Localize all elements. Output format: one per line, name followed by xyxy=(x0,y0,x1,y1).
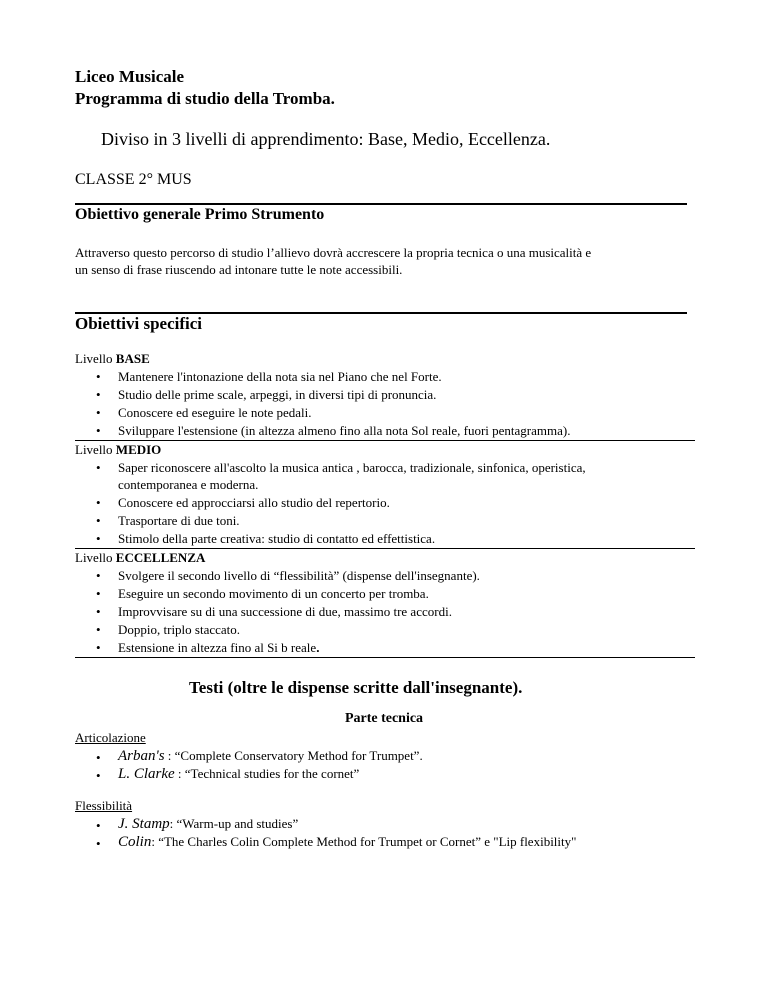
list-item-text: Estensione in altezza fino al Si b reale xyxy=(118,640,317,655)
list-item: Improvvisare su di una successione di due, massimo tre accordi. xyxy=(118,604,452,619)
bullet: • xyxy=(96,568,101,583)
list-item xyxy=(118,640,319,656)
bullet: • xyxy=(96,495,101,510)
book-title: : “Complete Conservatory Method for Trumpet”. xyxy=(164,748,423,763)
level-name: BASE xyxy=(115,351,150,366)
bullet: • xyxy=(96,513,101,528)
book-item xyxy=(118,766,359,783)
bullet: • xyxy=(96,460,101,475)
list-item-period: . xyxy=(316,640,320,655)
divider xyxy=(75,203,687,205)
bullet: • xyxy=(96,818,101,833)
list-item: Stimolo della parte creativa: studio di contatto ed effettistica. xyxy=(118,531,436,546)
list-item: Mantenere l'intonazione della nota sia nel Piano che nel Forte. xyxy=(118,369,442,384)
book-title: : “The Charles Colin Complete Method for Trumpet or Cornet” e "Lip flexibility" xyxy=(151,834,577,849)
bullet: • xyxy=(96,531,101,546)
bullet: • xyxy=(96,750,101,765)
list-item: Eseguire un secondo movimento di un concerto per tromba. xyxy=(118,586,429,601)
technical-part-heading: Parte tecnica xyxy=(344,711,424,726)
book-title: : “Warm-up and studies” xyxy=(169,816,299,831)
level-prefix: Livello xyxy=(75,550,116,565)
level-medio-label xyxy=(75,442,161,458)
book-item xyxy=(118,834,576,851)
general-objective-line1: Attraverso questo percorso di studio l’allievo dovrà accrescere la propria tecnica o una musicalità e xyxy=(75,245,592,260)
flessibilita-label: Flessibilità xyxy=(75,798,133,813)
level-name: ECCELLENZA xyxy=(115,550,206,565)
level-base-label xyxy=(75,351,150,367)
school-name: Liceo Musicale xyxy=(75,67,185,86)
list-item: Saper riconoscere all'ascolto la musica antica , barocca, tradizionale, sinfonica, operistica, xyxy=(118,460,586,475)
bullet: • xyxy=(96,836,101,851)
book-author: Colin xyxy=(118,834,152,850)
level-prefix: Livello xyxy=(75,351,116,366)
level-name: MEDIO xyxy=(115,442,162,457)
general-objective-heading: Obiettivo generale Primo Strumento xyxy=(75,206,325,223)
list-item: Studio delle prime scale, arpeggi, in diversi tipi di pronuncia. xyxy=(118,387,437,402)
general-objective-line2: un senso di frase riuscendo ad intonare tutte le note accessibili. xyxy=(75,262,403,277)
book-title: : “Technical studies for the cornet” xyxy=(174,766,360,781)
divider xyxy=(75,440,695,441)
levels-subtitle: Diviso in 3 livelli di apprendimento: Base, Medio, Eccellenza. xyxy=(101,129,551,149)
divider xyxy=(75,657,695,658)
level-eccellenza-label xyxy=(75,550,205,566)
book-author: J. Stamp xyxy=(118,816,170,832)
book-author: Arban's xyxy=(118,748,165,764)
divider xyxy=(75,548,695,549)
articolazione-label: Articolazione xyxy=(75,730,146,745)
list-item: Doppio, triplo staccato. xyxy=(118,622,241,637)
bullet: • xyxy=(96,604,101,619)
list-item: Trasportare di due toni. xyxy=(118,513,240,528)
texts-heading: Testi (oltre le dispense scritte dall'insegnante). xyxy=(189,678,523,697)
bullet: • xyxy=(96,622,101,637)
book-author: L. Clarke xyxy=(118,766,175,782)
document-title: Programma di studio della Tromba. xyxy=(75,89,335,108)
bullet: • xyxy=(96,369,101,384)
book-item xyxy=(118,816,298,833)
bullet: • xyxy=(96,387,101,402)
bullet: • xyxy=(96,423,101,438)
class-label: CLASSE 2° MUS xyxy=(75,171,192,188)
bullet: • xyxy=(96,586,101,601)
level-prefix: Livello xyxy=(75,442,116,457)
list-item: Svolgere il secondo livello di “flessibilità” (dispense dell'insegnante). xyxy=(118,568,480,583)
list-item: Conoscere ed eseguire le note pedali. xyxy=(118,405,312,420)
list-item-continuation: contemporanea e moderna. xyxy=(118,477,259,492)
bullet: • xyxy=(96,405,101,420)
book-item xyxy=(118,748,423,765)
list-item: Sviluppare l'estensione (in altezza almeno fino alla nota Sol reale, fuori pentagramma). xyxy=(118,423,571,438)
list-item: Conoscere ed approcciarsi allo studio del repertorio. xyxy=(118,495,390,510)
specific-objectives-heading: Obiettivi specifici xyxy=(75,314,203,333)
bullet: • xyxy=(96,768,101,783)
bullet: • xyxy=(96,640,101,655)
